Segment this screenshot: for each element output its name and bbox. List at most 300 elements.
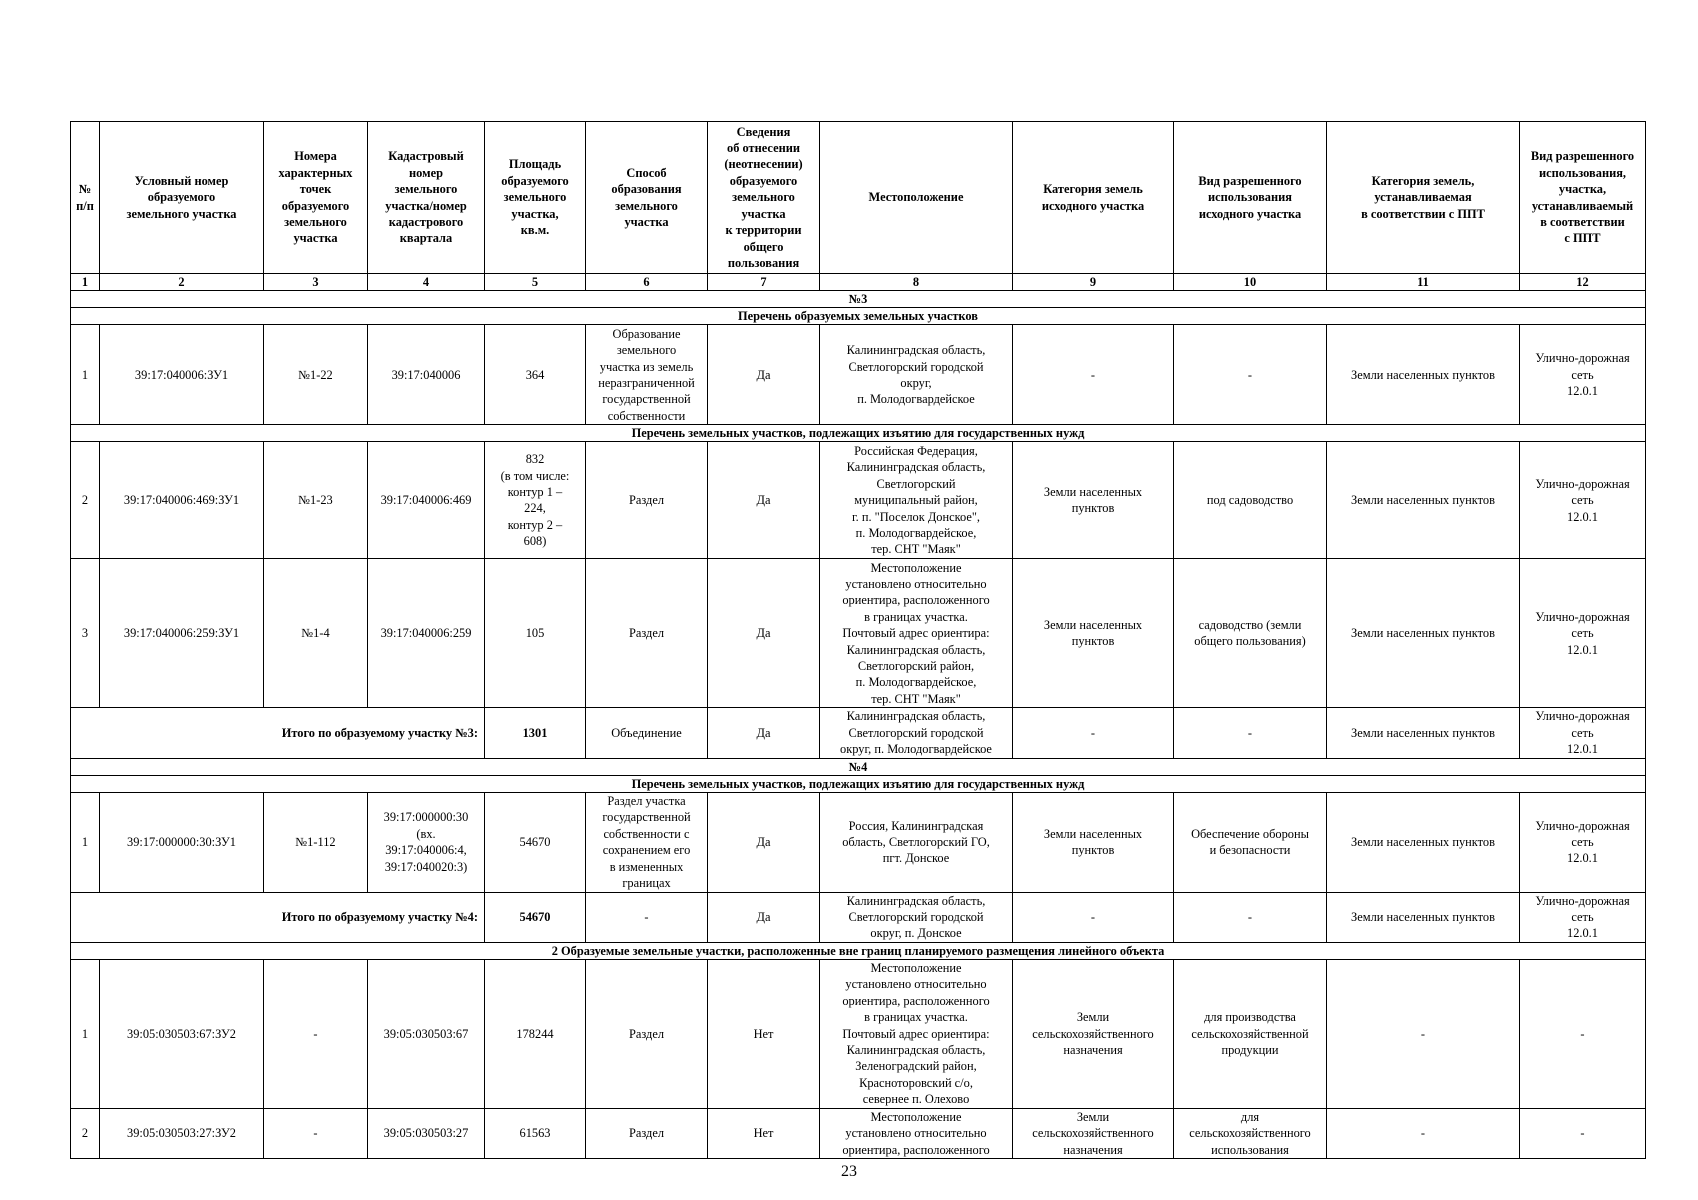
header-cell bbox=[368, 122, 485, 274]
source-category bbox=[1013, 792, 1174, 892]
formation-method: - bbox=[586, 892, 708, 942]
cell-line: Образование bbox=[612, 326, 681, 341]
table-row bbox=[71, 325, 1646, 425]
ppt-category: Земли населенных пунктов bbox=[1327, 442, 1520, 559]
cell-line: назначения bbox=[1063, 1142, 1123, 1157]
cell-line: использования, bbox=[1538, 165, 1627, 180]
cell-line: участка из земель bbox=[599, 359, 694, 374]
cadastral-number bbox=[368, 792, 485, 892]
location bbox=[820, 559, 1013, 708]
cell-line: муниципальный район, bbox=[854, 493, 978, 508]
cell-line: Калининградская область, bbox=[846, 1043, 986, 1058]
cell-line: участка, bbox=[511, 206, 559, 221]
area bbox=[485, 325, 586, 425]
source-category: - bbox=[1013, 892, 1174, 942]
cell-line: Условный номер bbox=[134, 173, 229, 188]
cell-line: Россия, Калининградская bbox=[848, 818, 984, 833]
cell-line: 12.0.1 bbox=[1567, 509, 1598, 524]
cell-line: использования bbox=[1208, 190, 1292, 205]
header-cell bbox=[708, 122, 820, 274]
ppt-permitted-use bbox=[1520, 959, 1646, 1108]
cell-line: в соответствии bbox=[1540, 214, 1625, 229]
total-label: Итого по образуемому участку №4: bbox=[71, 892, 485, 942]
cadastral-number: 39:05:030503:67 bbox=[368, 959, 485, 1108]
source-category bbox=[1013, 1108, 1174, 1158]
cell-line: образуемого bbox=[147, 190, 216, 205]
section-row bbox=[71, 775, 1646, 792]
header-cell bbox=[586, 122, 708, 274]
table-row bbox=[71, 1108, 1646, 1158]
cell-line: 61563 bbox=[519, 1126, 551, 1141]
cell-line: 608) bbox=[523, 534, 547, 549]
cell-line: устанавливаемый bbox=[1531, 198, 1634, 213]
cell-line: ориентира, расположенного bbox=[842, 993, 990, 1008]
cell-line: Почтовый адрес ориентира: bbox=[842, 1026, 990, 1041]
location bbox=[820, 892, 1013, 942]
ppt-category: - bbox=[1327, 959, 1520, 1108]
column-number: 4 bbox=[368, 274, 485, 291]
formation-method bbox=[586, 1108, 708, 1158]
cadastral-number: 39:05:030503:27 bbox=[368, 1108, 485, 1158]
cell-line: в границах участка. bbox=[864, 1010, 968, 1025]
points-number: №1-22 bbox=[264, 325, 368, 425]
ppt-category: Земли населенных пунктов bbox=[1327, 892, 1520, 942]
cell-line: Светлогорский bbox=[876, 476, 956, 491]
public-use: Да bbox=[708, 442, 820, 559]
conditional-number: 39:17:040006:ЗУ1 bbox=[100, 325, 264, 425]
cell-line: земельного bbox=[284, 214, 347, 229]
section-row bbox=[71, 308, 1646, 325]
public-use: Да bbox=[708, 792, 820, 892]
cell-line: 12.0.1 bbox=[1567, 642, 1598, 657]
cadastral-number: 39:17:040006:259 bbox=[368, 559, 485, 708]
section-title: №3 bbox=[71, 291, 1646, 308]
column-number: 2 bbox=[100, 274, 264, 291]
cell-line: № bbox=[78, 182, 92, 197]
cell-line: установлено относительно bbox=[845, 1126, 987, 1141]
header-cell bbox=[71, 122, 100, 274]
cell-line: точек bbox=[299, 182, 332, 197]
cell-line: 54670 bbox=[519, 834, 551, 849]
cell-line: - bbox=[1247, 367, 1253, 382]
section-title: Перечень образуемых земельных участков bbox=[71, 308, 1646, 325]
cell-line: устанавливаемая bbox=[1374, 190, 1472, 205]
cell-line: севернее п. Олехово bbox=[862, 1092, 970, 1107]
column-number: 3 bbox=[264, 274, 368, 291]
cell-line: пунктов bbox=[1071, 634, 1115, 649]
row-number: 3 bbox=[71, 559, 100, 708]
cell-line: образуемого bbox=[729, 173, 798, 188]
cell-line: Земли bbox=[1076, 1010, 1110, 1025]
cadastral-number: 39:17:040006 bbox=[368, 325, 485, 425]
row-number: 1 bbox=[71, 325, 100, 425]
cell-line: в измененных bbox=[609, 859, 684, 874]
column-number: 7 bbox=[708, 274, 820, 291]
section-title: Перечень земельных участков, подлежащих изъятию для государственных нужд bbox=[71, 775, 1646, 792]
column-number: 1 bbox=[71, 274, 100, 291]
cell-line: Почтовый адрес ориентира: bbox=[842, 626, 990, 641]
total-label: Итого по образуемому участку №3: bbox=[71, 708, 485, 758]
cell-line: кадастрового bbox=[388, 214, 464, 229]
cell-line: 12.0.1 bbox=[1567, 926, 1598, 941]
ppt-category: Земли населенных пунктов bbox=[1327, 792, 1520, 892]
table-row bbox=[71, 559, 1646, 708]
location bbox=[820, 792, 1013, 892]
cell-line: 12.0.1 bbox=[1567, 742, 1598, 757]
header-cell bbox=[264, 122, 368, 274]
cell-line: 12.0.1 bbox=[1567, 851, 1598, 866]
points-number: - bbox=[264, 959, 368, 1108]
cell-line: с ППТ bbox=[1564, 231, 1601, 246]
table-row bbox=[71, 792, 1646, 892]
cell-line: - bbox=[1090, 367, 1096, 382]
source-permitted-use: - bbox=[1174, 708, 1327, 758]
cell-line: Раздел bbox=[628, 1126, 665, 1141]
cell-line: Категория земель bbox=[1043, 182, 1143, 197]
cell-line: Улично-дорожная bbox=[1535, 609, 1630, 624]
cadastral-number: 39:17:040006:469 bbox=[368, 442, 485, 559]
ppt-category: Земли населенных пунктов bbox=[1327, 708, 1520, 758]
cell-line: Калининградская область, bbox=[846, 709, 986, 724]
cell-line: п/п bbox=[76, 198, 94, 213]
cell-line: Светлогорский район, bbox=[857, 659, 975, 674]
cell-line: Обеспечение обороны bbox=[1191, 826, 1309, 841]
conditional-number: 39:17:040006:469:ЗУ1 bbox=[100, 442, 264, 559]
cell-line: об отнесении bbox=[727, 141, 800, 156]
cell-line: округ, п. Донское bbox=[870, 926, 962, 941]
section-row bbox=[71, 291, 1646, 308]
cell-line: в границах участка. bbox=[864, 609, 968, 624]
cell-line: сеть bbox=[1571, 626, 1594, 641]
conditional-number: 39:17:000000:30:ЗУ1 bbox=[100, 792, 264, 892]
source-permitted-use bbox=[1174, 325, 1327, 425]
section-title: Перечень земельных участков, подлежащих изъятию для государственных нужд bbox=[71, 425, 1646, 442]
header-cell bbox=[1174, 122, 1327, 274]
formation-method bbox=[586, 442, 708, 559]
cell-line: пользования bbox=[727, 255, 800, 270]
cell-line: (в том числе: bbox=[500, 468, 570, 483]
source-category bbox=[1013, 442, 1174, 559]
cell-line: Калининградская область, bbox=[846, 642, 986, 657]
cell-line: 364 bbox=[525, 367, 545, 382]
page-number: 23 bbox=[841, 1163, 857, 1180]
cell-line: Земли населенных bbox=[1043, 485, 1143, 499]
cell-line: - bbox=[1580, 1026, 1585, 1041]
section-row bbox=[71, 425, 1646, 442]
cell-line: 224, bbox=[524, 501, 546, 516]
cell-line: Категория земель, bbox=[1371, 173, 1475, 188]
land-plots-table bbox=[70, 121, 1646, 1159]
cell-line: ориентира, расположенного bbox=[842, 593, 990, 608]
cell-line: 178244 bbox=[516, 1026, 554, 1041]
cell-line: пгт. Донское bbox=[882, 851, 950, 866]
public-use: Да bbox=[708, 892, 820, 942]
header-cell bbox=[1520, 122, 1646, 274]
header-cell bbox=[485, 122, 586, 274]
cell-line: округ, п. Молодогвардейское bbox=[840, 742, 992, 757]
section-row bbox=[71, 758, 1646, 775]
cell-line: неразграниченной bbox=[598, 375, 695, 390]
cell-line: Улично-дорожная bbox=[1535, 818, 1630, 833]
header-cell bbox=[1327, 122, 1520, 274]
cell-line: для bbox=[1240, 1109, 1260, 1124]
cell-line: Местоположение bbox=[870, 560, 962, 575]
ppt-permitted-use bbox=[1520, 708, 1646, 758]
cell-line: установлено относительно bbox=[845, 977, 987, 992]
ppt-category: Земли населенных пунктов bbox=[1327, 559, 1520, 708]
public-use: Да bbox=[708, 325, 820, 425]
formation-method bbox=[586, 559, 708, 708]
cell-line: область, Светлогорский ГО, bbox=[842, 834, 990, 849]
row-number: 1 bbox=[71, 959, 100, 1108]
location bbox=[820, 959, 1013, 1108]
cell-line: Способ bbox=[626, 165, 667, 180]
cell-line: Вид разрешенного bbox=[1530, 149, 1635, 164]
cell-line: (неотнесении) bbox=[724, 157, 803, 172]
cell-line: сельскохозяйственной bbox=[1191, 1026, 1309, 1041]
cell-line: 39:17:000000:30 bbox=[383, 810, 469, 825]
area bbox=[485, 1108, 586, 1158]
cell-line: Улично-дорожная bbox=[1535, 351, 1630, 366]
ppt-permitted-use bbox=[1520, 1108, 1646, 1158]
cell-line: государственной bbox=[602, 392, 691, 407]
cell-line: общего bbox=[743, 239, 784, 254]
cell-line: и безопасности bbox=[1209, 843, 1291, 858]
cell-line: Красноторовский с/о, bbox=[859, 1075, 973, 1090]
source-permitted-use bbox=[1174, 1108, 1327, 1158]
cell-line: образуемого bbox=[501, 173, 569, 188]
location bbox=[820, 325, 1013, 425]
conditional-number: 39:17:040006:259:ЗУ1 bbox=[100, 559, 264, 708]
ppt-category: Земли населенных пунктов bbox=[1327, 325, 1520, 425]
column-number: 5 bbox=[485, 274, 586, 291]
public-use: Да bbox=[708, 708, 820, 758]
header-cell bbox=[820, 122, 1013, 274]
cell-line: участка bbox=[624, 214, 669, 229]
cell-line: земельного bbox=[732, 190, 795, 205]
cell-line: использования bbox=[1211, 1142, 1289, 1157]
cell-line: собственности bbox=[607, 408, 686, 423]
cell-line: Земли населенных bbox=[1043, 618, 1143, 632]
row-number: 1 bbox=[71, 792, 100, 892]
points-number: №1-23 bbox=[264, 442, 368, 559]
area bbox=[485, 559, 586, 708]
location bbox=[820, 708, 1013, 758]
points-number: - bbox=[264, 1108, 368, 1158]
cell-line: Местоположение bbox=[868, 190, 964, 205]
cell-line: ориентира, расположенного bbox=[842, 1142, 990, 1157]
cell-line: номер bbox=[409, 165, 443, 180]
cell-line: сеть bbox=[1571, 725, 1594, 740]
cell-line: продукции bbox=[1221, 1043, 1279, 1058]
section-title: 2 Образуемые земельные участки, расположенные вне границ планируемого размещения линейного объекта bbox=[71, 942, 1646, 959]
cell-line: для производства bbox=[1204, 1010, 1296, 1025]
cell-line: квартала bbox=[399, 231, 453, 246]
cell-line: садоводство (земли bbox=[1198, 618, 1302, 632]
source-category bbox=[1013, 559, 1174, 708]
cell-line: сельскохозяйственного bbox=[1189, 1126, 1311, 1141]
column-number: 11 bbox=[1327, 274, 1520, 291]
cell-line: тер. СНТ "Маяк" bbox=[871, 691, 961, 706]
cell-line: к территории bbox=[725, 223, 802, 238]
cell-line: контур 1 – bbox=[507, 485, 563, 499]
table-row bbox=[71, 959, 1646, 1108]
section-title: №4 bbox=[71, 758, 1646, 775]
public-use: Нет bbox=[708, 1108, 820, 1158]
cell-line: п. Молодогвардейское bbox=[857, 392, 975, 407]
cell-line: установлено относительно bbox=[845, 576, 987, 591]
cell-line: Улично-дорожная bbox=[1535, 476, 1630, 491]
section-row bbox=[71, 942, 1646, 959]
column-number-row bbox=[71, 274, 1646, 291]
cell-line: Местоположение bbox=[870, 961, 962, 976]
cell-line: земельного участка bbox=[126, 206, 237, 221]
cell-line: 832 bbox=[525, 452, 545, 467]
ppt-permitted-use bbox=[1520, 792, 1646, 892]
cell-line: Калининградская область, bbox=[846, 893, 986, 908]
header-cell bbox=[1013, 122, 1174, 274]
conditional-number: 39:05:030503:27:ЗУ2 bbox=[100, 1108, 264, 1158]
cell-line: тер. СНТ "Маяк" bbox=[871, 542, 961, 557]
cell-line: пунктов bbox=[1071, 843, 1115, 858]
location bbox=[820, 442, 1013, 559]
cell-line: сеть bbox=[1571, 493, 1594, 508]
column-number: 8 bbox=[820, 274, 1013, 291]
cell-line: образуемого bbox=[281, 198, 350, 213]
cell-line: сеть bbox=[1571, 910, 1594, 925]
cell-line: г. п. "Поселок Донское", bbox=[851, 509, 981, 524]
cell-line: 12.0.1 bbox=[1567, 384, 1598, 399]
cell-line: сельскохозяйственного bbox=[1032, 1026, 1154, 1041]
cell-line: Площадь bbox=[508, 157, 562, 172]
cell-line: земельного bbox=[615, 198, 678, 213]
area bbox=[485, 442, 586, 559]
cell-line: 105 bbox=[525, 626, 545, 641]
row-number: 2 bbox=[71, 1108, 100, 1158]
header-cell bbox=[100, 122, 264, 274]
header-row bbox=[71, 122, 1646, 274]
source-category bbox=[1013, 959, 1174, 1108]
cell-line: участка bbox=[293, 231, 338, 246]
points-number: №1-112 bbox=[264, 792, 368, 892]
cell-line: - bbox=[1580, 1126, 1585, 1141]
cell-line: назначения bbox=[1063, 1043, 1123, 1058]
location bbox=[820, 1108, 1013, 1158]
column-number: 9 bbox=[1013, 274, 1174, 291]
public-use: Нет bbox=[708, 959, 820, 1108]
cell-line: исходного участка bbox=[1198, 206, 1302, 221]
cell-line: Светлогорский городской bbox=[848, 359, 984, 374]
ppt-permitted-use bbox=[1520, 442, 1646, 559]
cell-line: общего пользования) bbox=[1194, 634, 1306, 649]
cell-line: Вид разрешенного bbox=[1198, 173, 1302, 188]
cell-line: контур 2 – bbox=[507, 517, 563, 532]
source-category bbox=[1013, 325, 1174, 425]
cell-line: Светлогорский городской bbox=[848, 725, 984, 740]
cell-line: Калининградская область, bbox=[846, 460, 986, 475]
column-number: 10 bbox=[1174, 274, 1327, 291]
cell-line: государственной bbox=[602, 810, 691, 825]
cell-line: п. Молодогвардейское, bbox=[855, 526, 977, 541]
source-permitted-use: - bbox=[1174, 892, 1327, 942]
source-permitted-use bbox=[1174, 442, 1327, 559]
cell-line: округ, bbox=[900, 375, 932, 390]
cell-line: участка/номер bbox=[385, 198, 467, 213]
total-area: 1301 bbox=[485, 708, 586, 758]
cell-line: Кадастровый bbox=[388, 149, 464, 164]
column-number: 6 bbox=[586, 274, 708, 291]
formation-method bbox=[586, 792, 708, 892]
cell-line: 39:17:040006:4, bbox=[385, 843, 467, 858]
table-row bbox=[71, 442, 1646, 559]
cell-line: Земли населенных bbox=[1043, 826, 1143, 841]
cell-line: Светлогорский городской bbox=[848, 910, 984, 925]
cell-line: 39:17:040020:3) bbox=[384, 859, 468, 874]
points-number: №1-4 bbox=[264, 559, 368, 708]
public-use: Да bbox=[708, 559, 820, 708]
cell-line: Номера bbox=[294, 149, 337, 164]
cell-line: Сведения bbox=[736, 124, 791, 139]
column-number: 12 bbox=[1520, 274, 1646, 291]
cell-line: земельного bbox=[503, 190, 567, 205]
cell-line: участка, bbox=[1558, 182, 1607, 197]
cell-line: сельскохозяйственного bbox=[1032, 1126, 1154, 1141]
cell-line: образования bbox=[611, 182, 682, 197]
ppt-category: - bbox=[1327, 1108, 1520, 1158]
cell-line: Земли bbox=[1076, 1109, 1110, 1124]
ppt-permitted-use bbox=[1520, 559, 1646, 708]
cell-line: (вх. bbox=[416, 826, 436, 841]
cell-line: Раздел участка bbox=[607, 793, 686, 808]
cell-line: характерных bbox=[278, 165, 353, 180]
cell-line: Улично-дорожная bbox=[1535, 709, 1630, 724]
cell-line: сеть bbox=[1571, 834, 1594, 849]
formation-method bbox=[586, 959, 708, 1108]
source-category: - bbox=[1013, 708, 1174, 758]
cell-line: Местоположение bbox=[870, 1109, 962, 1124]
formation-method: Объединение bbox=[586, 708, 708, 758]
cell-line: Калининградская область, bbox=[846, 343, 986, 358]
cell-line: Зеленоградский район, bbox=[855, 1059, 977, 1074]
cell-line: кв.м. bbox=[520, 223, 550, 238]
cell-line: земельного bbox=[394, 182, 458, 197]
conditional-number: 39:05:030503:67:ЗУ2 bbox=[100, 959, 264, 1108]
total-row bbox=[71, 708, 1646, 758]
cell-line: сохранением его bbox=[602, 843, 691, 858]
total-area: 54670 bbox=[485, 892, 586, 942]
cell-line: пунктов bbox=[1071, 501, 1115, 516]
cell-line: п. Молодогвардейское, bbox=[855, 675, 977, 690]
cell-line: в соответствии с ППТ bbox=[1361, 206, 1485, 221]
source-permitted-use bbox=[1174, 959, 1327, 1108]
cell-line: сеть bbox=[1571, 367, 1594, 382]
source-permitted-use bbox=[1174, 559, 1327, 708]
cell-line: исходного участка bbox=[1041, 198, 1145, 213]
cell-line: Раздел bbox=[628, 1026, 665, 1041]
cell-line: границах bbox=[622, 875, 671, 890]
source-permitted-use bbox=[1174, 792, 1327, 892]
cell-line: Раздел bbox=[628, 626, 665, 641]
area bbox=[485, 959, 586, 1108]
cell-line: под садоводство bbox=[1206, 493, 1294, 508]
cell-line: собственности с bbox=[603, 826, 690, 841]
cell-line: Улично-дорожная bbox=[1535, 893, 1630, 908]
total-row bbox=[71, 892, 1646, 942]
cell-line: земельного bbox=[616, 343, 677, 358]
row-number: 2 bbox=[71, 442, 100, 559]
cell-line: участка bbox=[741, 206, 786, 221]
formation-method bbox=[586, 325, 708, 425]
